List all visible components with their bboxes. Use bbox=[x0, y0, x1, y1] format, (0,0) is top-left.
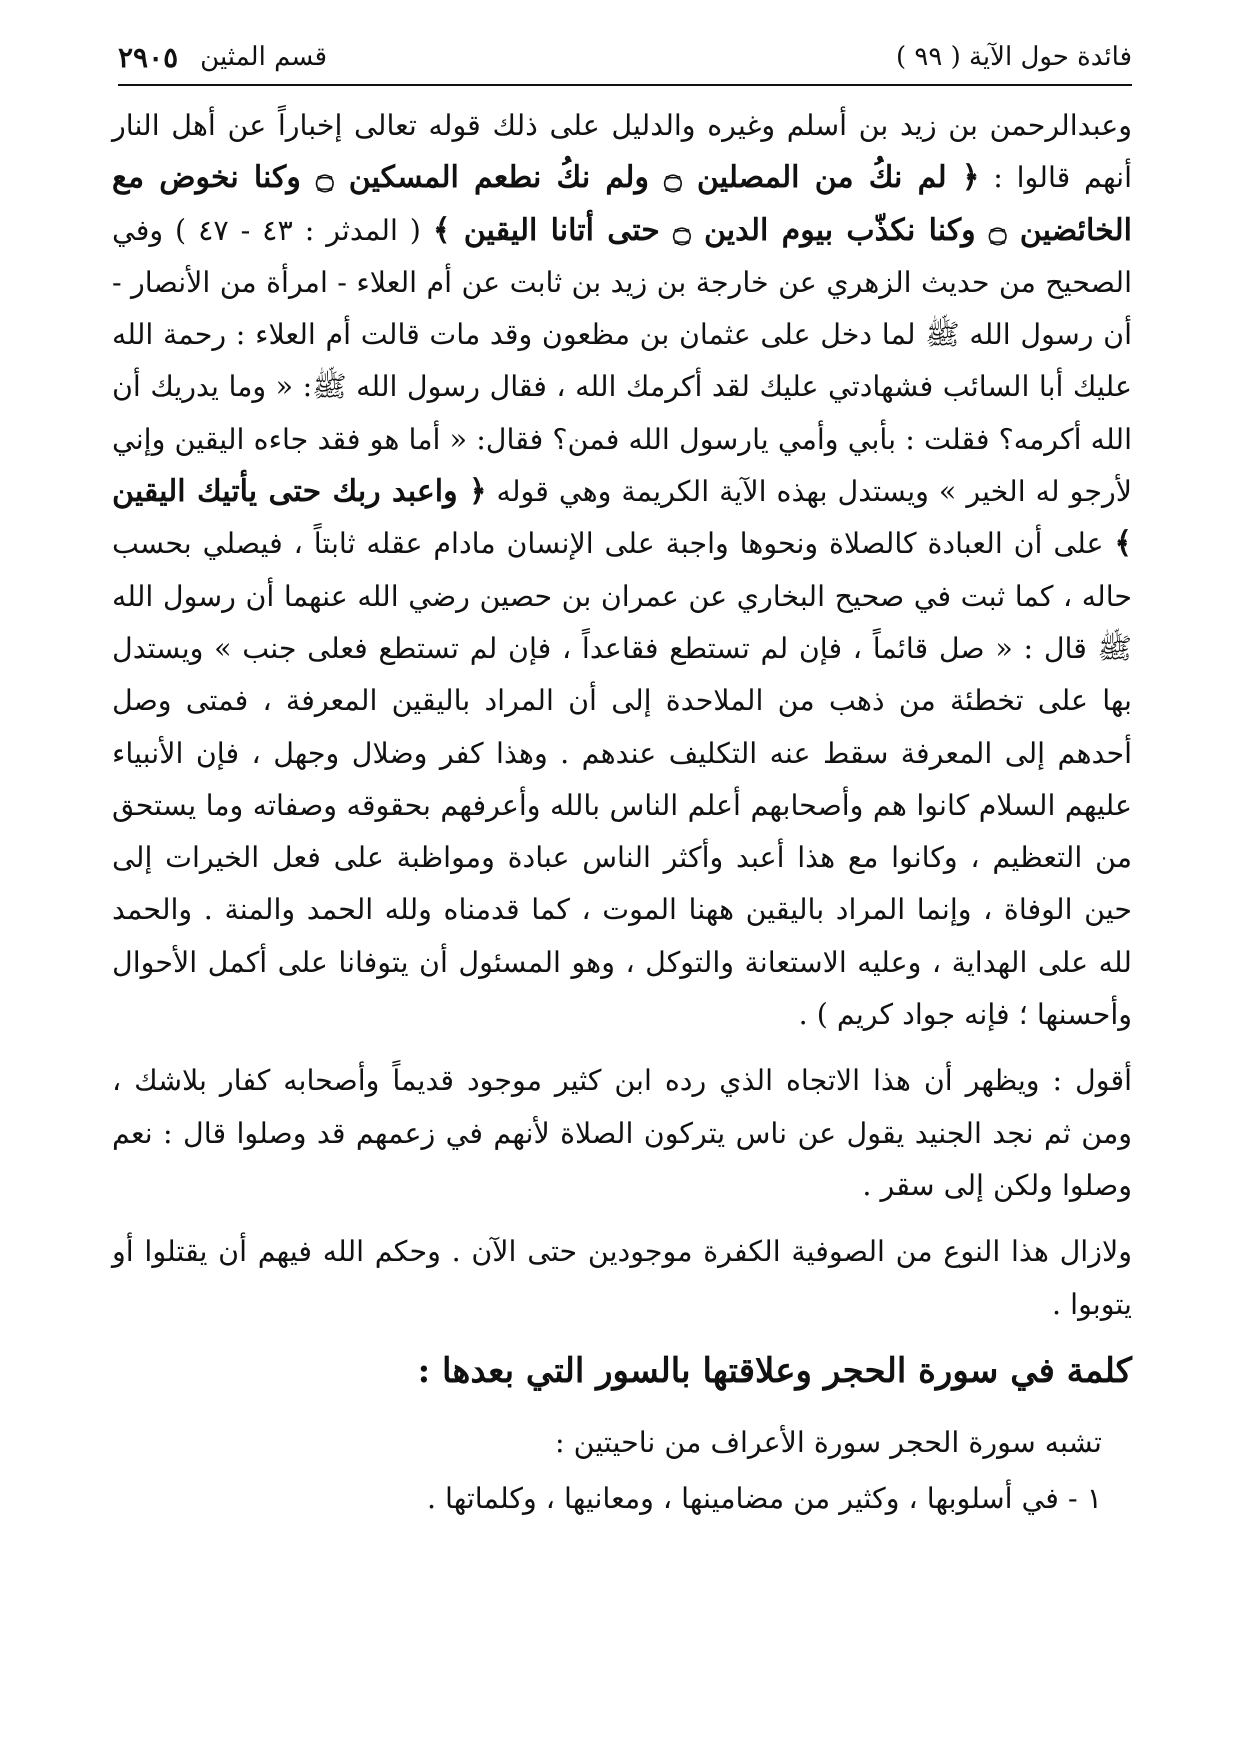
section-name: قسم المثين bbox=[200, 42, 328, 72]
page-body bbox=[112, 100, 1132, 1527]
running-title: فائدة حول الآية ( ٩٩ ) bbox=[895, 42, 1132, 72]
header-left-group bbox=[118, 41, 327, 74]
text-run: وعبدالرحمن بن زيد بن أسلم وغيره والدليل على ذلك قوله تعالى إخباراً عن أهل النار أنهم قالوا : bbox=[112, 109, 1132, 195]
section-heading: كلمة في سورة الحجر وعلاقتها بالسور التي بعدها : bbox=[417, 1350, 1132, 1391]
paragraph-note: ولازال هذا النوع من الصوفية الكفرة موجودين حتى الآن . وحكم الله فيهم أن يقتلوا أو يتوبوا . bbox=[112, 1235, 1132, 1321]
quran-verse: ﴿ لم نكُ من المصلين ۝ ولم نكُ نطعم المسكين ۝ وكنا نخوض مع الخائضين ۝ وكنا نكذّب بيوم الدين ۝ حتى أتانا اليقين ﴾ bbox=[112, 160, 1132, 248]
intro-line: تشبه سورة الحجر سورة الأعراف من ناحيتين : bbox=[554, 1425, 1102, 1459]
text-run: ( المدثر : ٤٣ - ٤٧ ) وفي الصحيح من حديث الزهري عن خارجة بن زيد بن ثابت عن أم العلاء - امرأة من الأنصار - أن رسول الله ﷺ لما دخل على عثمان بن مظعون وقد مات قالت أم العلاء : رحمة الله عليك أبا السائب فشهادتي عليك لقد أكرمك الله ، فقال رسول الله ﷺ: « وما يدريك أن الله أكرمه؟ فقلت : بأبي وأمي يارسول الله فمن؟ فقال: « أما هو فقد جاءه اليقين وإني لأرجو له الخير » ويستدل بهذه الآية الكريمة وهي قوله bbox=[112, 213, 1132, 509]
quran-verse: ﴿ واعبد ربك حتى يأتيك اليقين ﴾ bbox=[112, 474, 1132, 562]
list-item: ١ - في أسلوبها ، وكثير من مضامينها ، ومعانيها ، وكلماتها . bbox=[426, 1481, 1102, 1515]
page-header bbox=[118, 36, 1132, 86]
paragraph-comment: أقول : ويظهر أن هذا الاتجاه الذي رده ابن كثير موجود قديماً وأصحابه كفار بلاشك ، ومن ثم نجد الجنيد يقول عن ناس يتركون الصلاة لأنهم في زعمهم قد وصلوا قال : نعم وصلوا ولكن إلى سقر . bbox=[112, 1064, 1132, 1202]
paragraph-tafsir bbox=[112, 100, 1132, 1041]
page-number: ٢٩٠٥ bbox=[118, 40, 179, 74]
text-run: على أن العبادة كالصلاة ونحوها واجبة على الإنسان مادام عقله ثابتاً ، فيصلي بحسب حاله ، كما ثبت في صحيح البخاري عن عمران بن حصين رضي الله عنهما أن رسول الله ﷺ قال : « صل قائماً ، فإن لم تستطع فقاعداً ، فإن لم تستطع فعلى جنب » ويستدل بها على تخطئة من ذهب من الملاحدة إلى أن المراد باليقين المعرفة ، فمتى وصل أحدهم إلى المعرفة سقط عنه التكليف عندهم . وهذا كفر وضلال وجهل ، فإن الأنبياء عليهم السلام كانوا هم وأصحابهم أعلم الناس بالله وأعرفهم بحقوقه وصفاته وما يستحق من التعظيم ، وكانوا مع هذا أعبد وأكثر الناس عبادة ومواظبة على فعل الخيرات إلى حين الوفاة ، وإنما المراد باليقين ههنا الموت ، كما قدمناه ولله الحمد والمنة . والحمد لله على الهداية ، وعليه الاستعانة والتوكل ، وهو المسئول أن يتوفانا على أكمل الأحوال وأحسنها ؛ فإنه جواد كريم ) . bbox=[112, 527, 1132, 1032]
